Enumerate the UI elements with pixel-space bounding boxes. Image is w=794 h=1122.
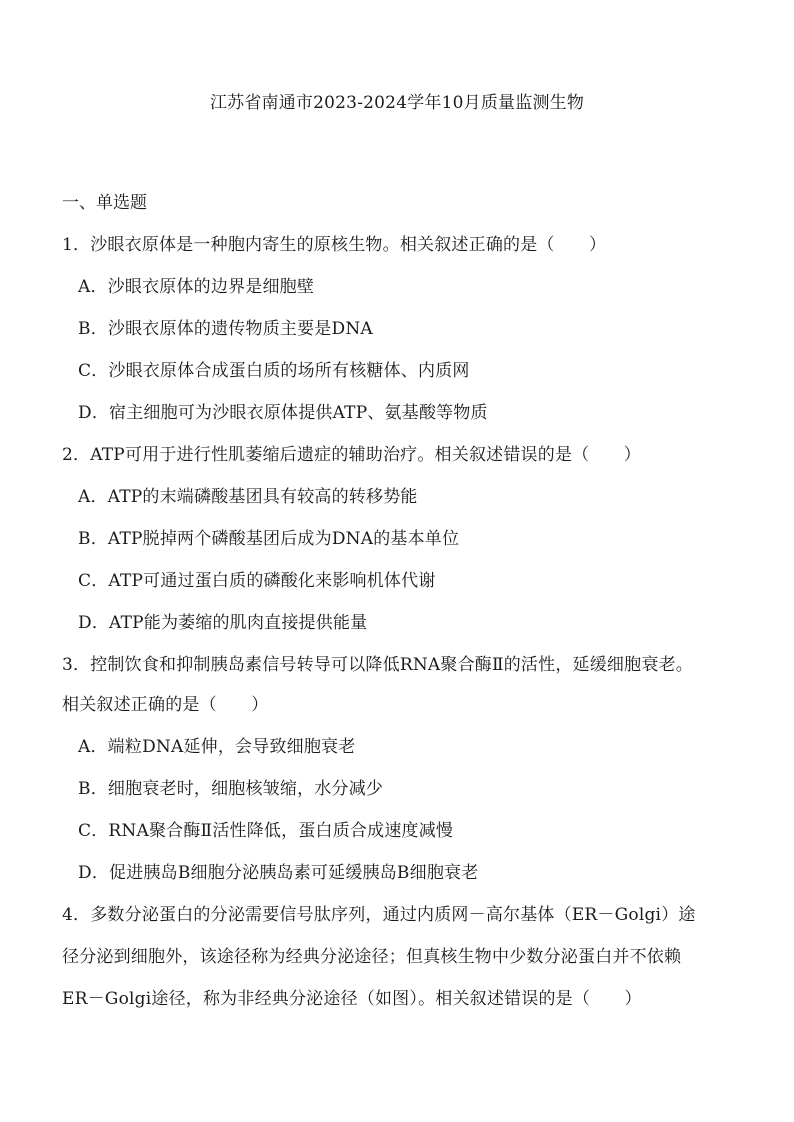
question-1-option-d: D．宿主细胞可为沙眼衣原体提供ATP、氨基酸等物质 [78, 403, 488, 423]
question-4-stem-line-3: ER－Golgi途径，称为非经典分泌途径（如图）。相关叙述错误的是（ ） [62, 989, 642, 1009]
question-2-option-b: B．ATP脱掉两个磷酸基团后成为DNA的基本单位 [78, 529, 460, 549]
question-2-option-d: D．ATP能为萎缩的肌肉直接提供能量 [78, 613, 368, 633]
document-title: 江苏省南通市2023-2024学年10月质量监测生物 [209, 93, 585, 113]
question-4-stem-line-1: 4．多数分泌蛋白的分泌需要信号肽序列，通过内质网－高尔基体（ER－Golgi）途 [62, 905, 696, 925]
question-2-option-a: A．ATP的末端磷酸基团具有较高的转移势能 [78, 487, 418, 507]
question-3-stem-line-1: 3．控制饮食和抑制胰岛素信号转导可以降低RNA聚合酶Ⅱ的活性，延缓细胞衰老。 [62, 655, 693, 675]
question-2-option-c: C．ATP可通过蛋白质的磷酸化来影响机体代谢 [78, 571, 436, 591]
question-4-stem-line-2: 径分泌到细胞外，该途径称为经典分泌途径；但真核生物中少数分泌蛋白并不依赖 [62, 947, 682, 967]
question-1-stem: 1．沙眼衣原体是一种胞内寄生的原核生物。相关叙述正确的是（ ） [62, 235, 607, 255]
question-3-option-b: B．细胞衰老时，细胞核皱缩，水分减少 [78, 779, 384, 799]
question-3-option-c: C．RNA聚合酶Ⅱ活性降低，蛋白质合成速度减慢 [78, 821, 454, 841]
question-2-stem: 2．ATP可用于进行性肌萎缩后遗症的辅助治疗。相关叙述错误的是（ ） [62, 445, 641, 465]
question-3-option-a: A．端粒DNA延伸，会导致细胞衰老 [78, 737, 356, 757]
question-1-option-b: B．沙眼衣原体的遗传物质主要是DNA [78, 319, 373, 339]
question-1-option-c: C．沙眼衣原体合成蛋白质的场所有核糖体、内质网 [78, 361, 470, 381]
question-3-option-d: D．促进胰岛B细胞分泌胰岛素可延缓胰岛B细胞衰老 [78, 863, 479, 883]
question-3-stem-line-2: 相关叙述正确的是（ ） [62, 695, 269, 715]
question-1-option-a: A．沙眼衣原体的边界是细胞壁 [78, 277, 315, 297]
section-heading: 一、单选题 [62, 193, 147, 213]
